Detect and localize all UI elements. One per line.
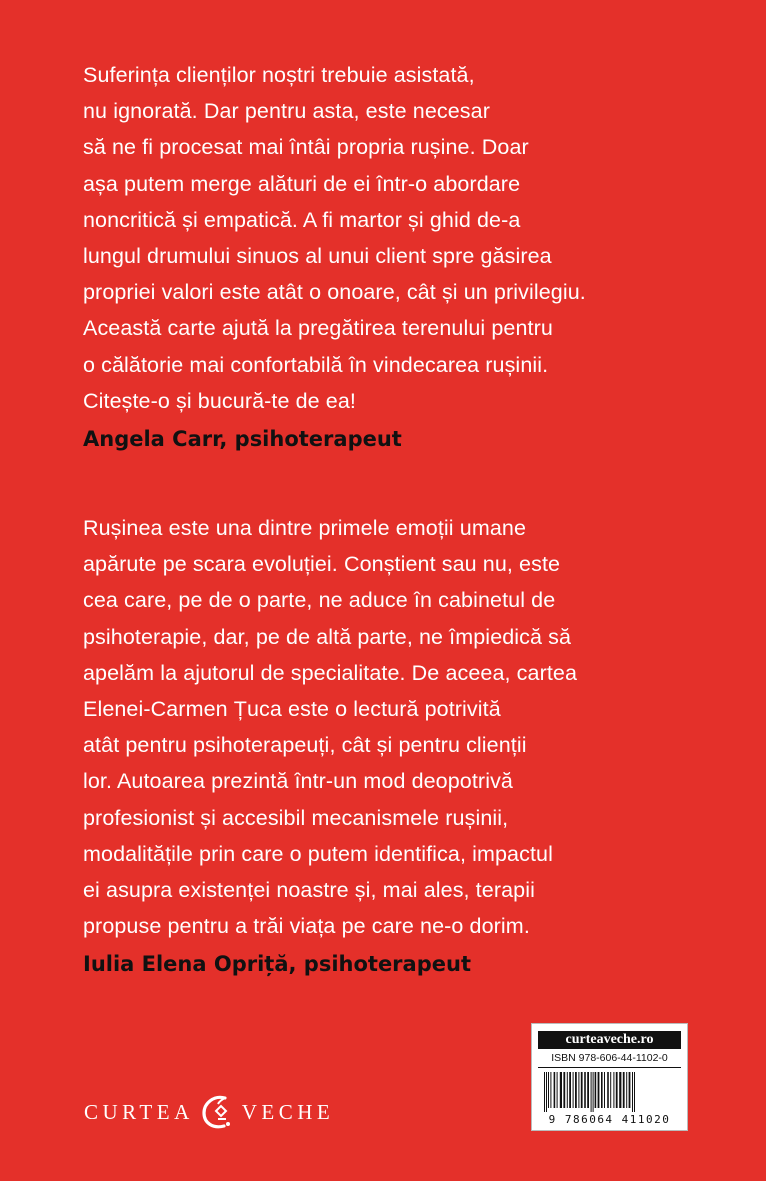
publisher-name-right: VECHE	[241, 1099, 335, 1124]
barcode-bar	[629, 1072, 631, 1108]
quote-line: Suferința clienților noștri trebuie asistată,	[83, 63, 475, 87]
barcode-bar	[557, 1072, 558, 1108]
quote-line: propuse pentru a trăi viața pe care ne-o dorim.	[83, 914, 530, 939]
barcode-bar	[601, 1072, 603, 1108]
quote-line: așa putem merge alături de ei într-o abordare	[83, 171, 521, 196]
quote-line: Această carte ajută la pregătirea terenului pentru	[83, 316, 553, 341]
barcode-bar	[560, 1072, 562, 1108]
quote-line: lungul drumului sinuos al unui client spre găsirea	[83, 244, 552, 269]
quote-line: propriei valori este atât o onoare, cât și un privilegiu.	[83, 280, 586, 305]
quote-block-1	[83, 57, 723, 451]
barcode-bar	[593, 1072, 594, 1112]
barcode-bar	[567, 1072, 568, 1108]
barcode-bar	[563, 1072, 565, 1108]
quote-line: modalitățile prin care o putem identifica, impactul	[83, 841, 553, 866]
barcode-bar	[550, 1072, 551, 1108]
isbn-barcode	[531, 1023, 688, 1131]
barcode-bar	[581, 1072, 583, 1108]
quote-line: ei asupra existenței noastre și, mai ales, terapii	[83, 878, 535, 903]
quote-author-2: Iulia Elena Opriță, psihoterapeut	[83, 952, 471, 977]
publisher-logo	[84, 1092, 334, 1132]
quote-line: să ne fi procesat mai întâi propria rușine. Doar	[83, 135, 529, 160]
barcode-digits: 9 786064 411020	[548, 1113, 671, 1126]
barcode-bar	[575, 1072, 577, 1108]
barcode-bar	[587, 1072, 589, 1108]
barcode-bar	[607, 1072, 609, 1108]
barcode-bar	[623, 1072, 625, 1108]
barcode-bar	[584, 1072, 586, 1108]
quote-line: o călătorie mai confortabilă în vindecarea rușinii.	[83, 352, 549, 377]
quote-block-2	[83, 510, 723, 976]
quote-line: lor. Autoarea prezintă într-un mod deopotrivă	[83, 769, 513, 794]
quote-line: apărute pe scara evoluției. Conștient sau nu, este	[83, 552, 561, 577]
barcode-bar	[610, 1072, 611, 1108]
quote-line: noncritică și empatică. A fi martor și ghid de-a	[83, 207, 521, 232]
barcode-bar	[634, 1072, 635, 1112]
barcode-bar	[573, 1072, 574, 1108]
barcode-bar	[626, 1072, 627, 1108]
barcode-bar	[569, 1072, 571, 1108]
barcode-bar	[591, 1072, 592, 1112]
barcode-bar	[544, 1072, 545, 1112]
barcode-bar	[578, 1072, 579, 1108]
quote-line: Elenei-Carmen Țuca este o lectură potrivită	[83, 697, 501, 722]
quote-line: Citește-o și bucură-te de ea!	[83, 388, 356, 413]
barcode-bar	[598, 1072, 600, 1108]
barcode-bar	[548, 1072, 549, 1108]
barcode-bar	[595, 1072, 597, 1108]
barcode-bar	[632, 1072, 633, 1112]
curtea-veche-logo-icon	[200, 1092, 234, 1132]
quote-line: Rușinea este una dintre primele emoții umane	[83, 516, 526, 540]
quote-line: apelăm la ajutorul de specialitate. De aceea, cartea	[83, 660, 578, 685]
barcode-bar	[613, 1072, 614, 1108]
quote-author-1: Angela Carr, psihoterapeut	[83, 427, 402, 452]
divider	[538, 1067, 681, 1068]
barcode-bar	[546, 1072, 547, 1112]
quote-line: psihoterapie, dar, pe de altă parte, ne împiedică să	[83, 624, 572, 649]
quote-line: profesionist și accesibil mecanismele rușinii,	[83, 805, 509, 830]
quote-line: atât pentru psihoterapeuți, cât și pentru clienții	[83, 733, 527, 758]
isbn-label: ISBN 978-606-44-1102-0	[551, 1052, 668, 1064]
barcode-bars	[542, 1072, 677, 1112]
barcode-bar	[604, 1072, 605, 1108]
barcode-bar	[619, 1072, 621, 1108]
barcode-bar	[554, 1072, 556, 1108]
quote-line: nu ignorată. Dar pentru asta, este necesar	[83, 99, 490, 124]
publisher-website: curteaveche.ro	[538, 1031, 681, 1049]
quote-line: cea care, pe de o parte, ne aduce în cabinetul de	[83, 588, 556, 613]
publisher-name-left: CURTEA	[84, 1099, 194, 1124]
barcode-bar	[616, 1072, 618, 1108]
